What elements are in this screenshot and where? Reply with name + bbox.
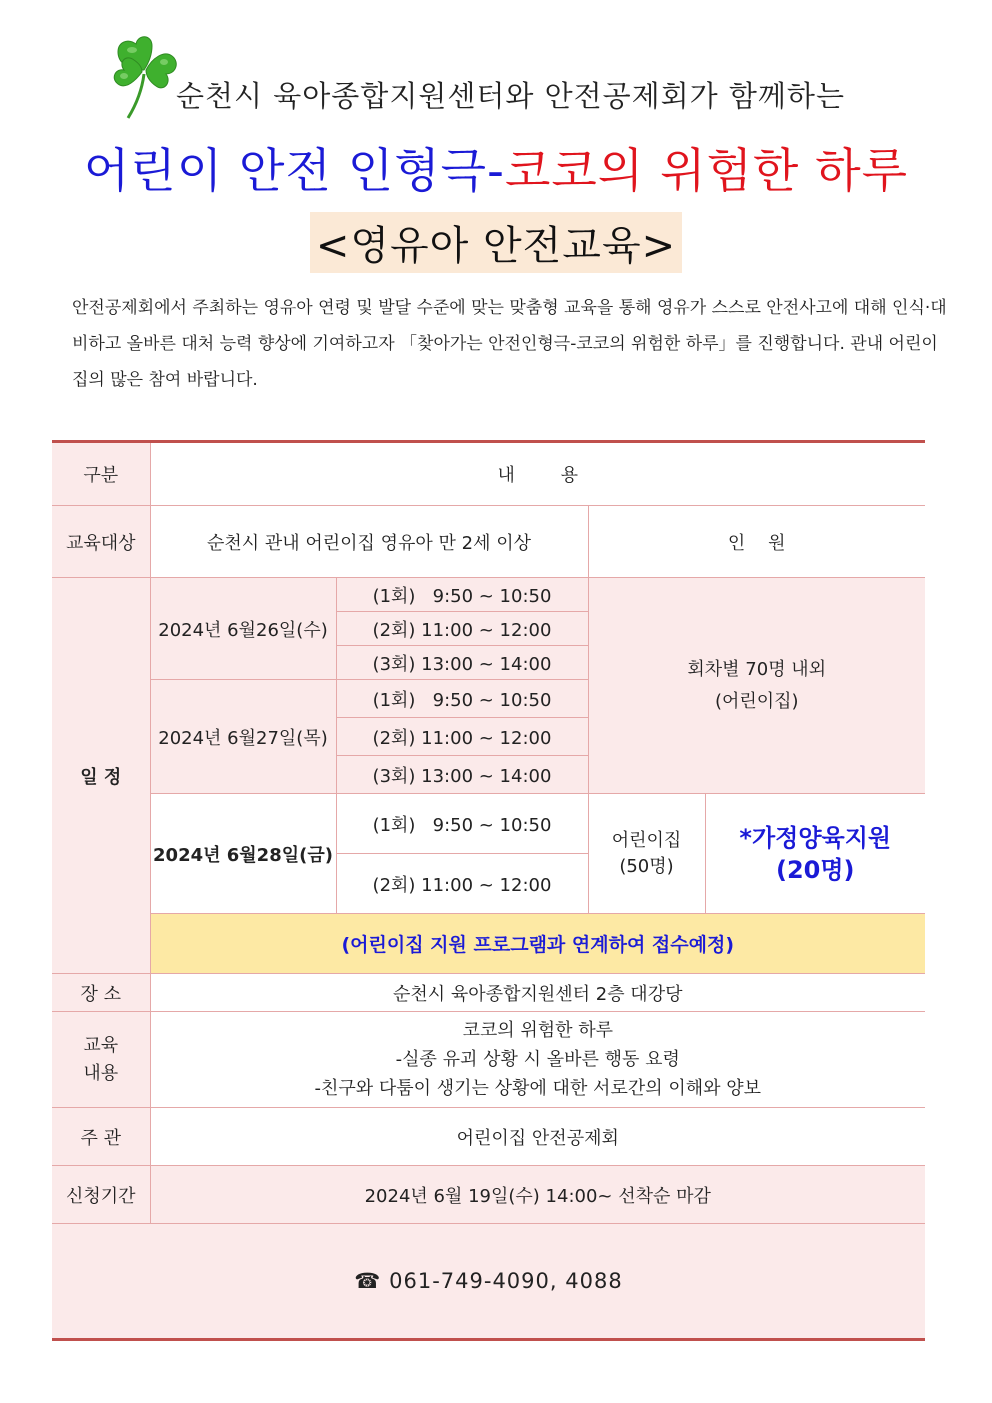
day-2-date: 2024년 6월27일(목) [150, 680, 336, 794]
organizer-label-cell: 주 관 [52, 1108, 150, 1166]
content-row [52, 1012, 925, 1108]
day-2-session-3: (3회) 13:00 ~ 14:00 [336, 756, 588, 794]
phone-cell: ☎ 061-749-4090, 4088 [52, 1224, 925, 1340]
day-3-date: 2024년 6월28일(금) [150, 794, 336, 914]
content-value-cell [150, 1012, 925, 1108]
title-part-blue: 어린이 안전 인형극- [83, 144, 505, 199]
day-1-session-3: (3회) 13:00 ~ 14:00 [336, 646, 588, 680]
day-3-home-cell [705, 794, 925, 914]
phone-row [52, 1224, 925, 1340]
day-2-session-2: (2회) 11:00 ~ 12:00 [336, 718, 588, 756]
schedule-row [52, 794, 925, 854]
content-line-3: -친구와 다툼이 생기는 상황에 대한 서로간의 이해와 양보 [314, 1078, 761, 1099]
day-3-home-line-2: (20명) [775, 855, 855, 884]
organizer-value-cell: 어린이집 안전공제회 [150, 1108, 925, 1166]
day-1-session-1: (1회) 9:50 ~ 10:50 [336, 578, 588, 612]
day-3-daycare-line-1: 어린이집 [611, 829, 682, 851]
subhead-wrap [0, 212, 992, 273]
page-subtitle: 순천시 육아종합지원센터와 안전공제회가 함께하는 [176, 79, 845, 113]
target-row [52, 506, 925, 578]
page-subhead: <영유아 안전교육> [310, 212, 682, 273]
page-title [0, 134, 992, 201]
target-label-cell: 교육대상 [52, 506, 150, 578]
header-row [52, 442, 925, 506]
title-part-red: 코코의 위험한 하루 [504, 144, 909, 199]
capacity-cell [588, 578, 925, 794]
target-value-cell: 순천시 관내 어린이집 영유아 만 2세 이상 [150, 506, 588, 578]
apply-row [52, 1166, 925, 1224]
apply-label-cell: 신청기간 [52, 1166, 150, 1224]
content-label-line-2: 내용 [83, 1062, 119, 1084]
content-line-2: -실종 유괴 상황 시 올바른 행동 요령 [395, 1049, 680, 1070]
day-2-session-1: (1회) 9:50 ~ 10:50 [336, 680, 588, 718]
day-3-session-2: (2회) 11:00 ~ 12:00 [336, 854, 588, 914]
schedule-note-row [52, 914, 925, 974]
day-3-session-1: (1회) 9:50 ~ 10:50 [336, 794, 588, 854]
content-label-cell [52, 1012, 150, 1108]
clover-icon [108, 30, 180, 120]
schedule-note: (어린이집 지원 프로그램과 연계하여 접수예정) [150, 914, 925, 974]
intro-paragraph: 안전공제회에서 주최하는 영유아 연령 및 발달 수준에 맞는 맞춤형 교육을 통해 영유가 스스로 안전사고에 대해 인식·대비하고 올바른 대처 능력 향상에 기여하고자 「찾아가는 안전인형극-코코의 위험한 하루」를 진행합니다. 관내 어린이집의 많은 참여 바랍니다. [72, 298, 947, 390]
day-3-home-line-1: *가정양육지원 [739, 823, 892, 852]
schedule-row [52, 578, 925, 612]
header-content-cell: 내 용 [150, 442, 925, 506]
day-3-daycare-line-2: (50명) [619, 855, 674, 877]
venue-value-cell: 순천시 육아종합지원센터 2층 대강당 [150, 974, 925, 1012]
capacity-line-1: 회차별 70명 내외 [687, 658, 827, 680]
content-line-1: 코코의 위험한 하루 [462, 1020, 614, 1041]
organizer-row [52, 1108, 925, 1166]
day-1-session-2: (2회) 11:00 ~ 12:00 [336, 612, 588, 646]
day-3-daycare-cell [588, 794, 705, 914]
capacity-line-2: (어린이집) [714, 690, 799, 712]
venue-row [52, 974, 925, 1012]
day-1-date: 2024년 6월26일(수) [150, 578, 336, 680]
people-label-cell: 인 원 [588, 506, 925, 578]
schedule-label-cell: 일 정 [52, 578, 150, 974]
content-label-line-1: 교육 [83, 1034, 119, 1056]
venue-label-cell: 장 소 [52, 974, 150, 1012]
info-table [52, 440, 925, 1341]
apply-value-cell: 2024년 6월 19일(수) 14:00~ 선착순 마감 [150, 1166, 925, 1224]
header-label-cell: 구분 [52, 442, 150, 506]
